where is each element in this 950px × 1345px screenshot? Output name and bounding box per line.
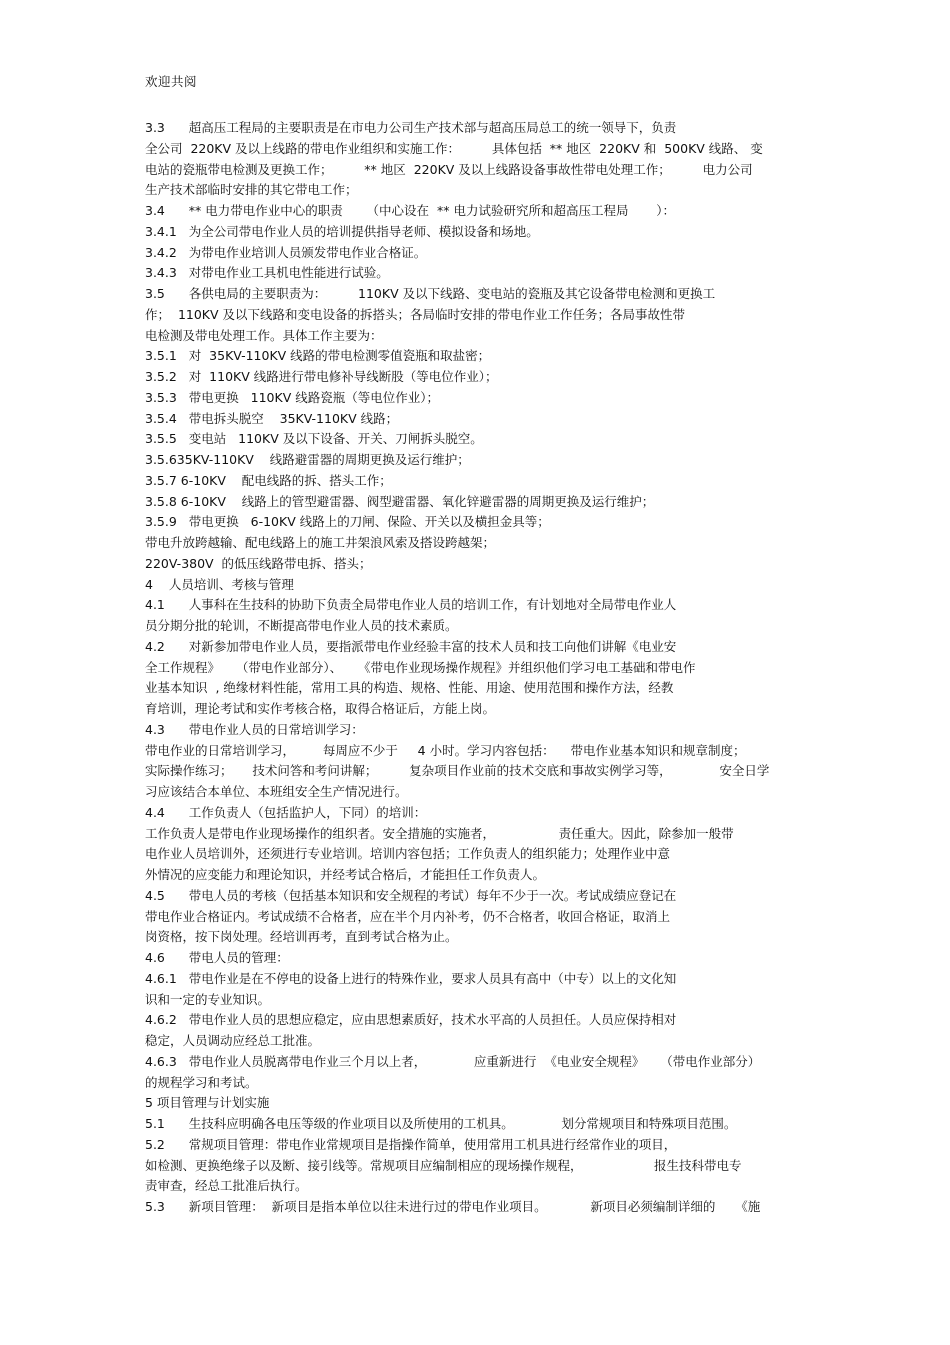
text-line: 4.5 带电人员的考核（包括基本知识和安全规程的考试）每年不少于一次。考试成绩应登记在 <box>145 887 677 903</box>
text-line: 生产技术部临时安排的其它带电工作； <box>145 182 358 198</box>
text-line: 4.4 工作负责人（包括监护人，下同）的培训： <box>145 804 427 820</box>
text-line: 实际操作练习； 技术问答和考问讲解； 复杂项目作业前的技术交底和事故实例学习等， 安全日学 <box>145 763 770 779</box>
text-line: 外情况的应变能力和理论知识，并经考试合格后，才能担任工作负责人。 <box>145 867 546 882</box>
text-line: 业基本知识 , 绝缘材料性能，常用工具的构造、规格、性能、用途、使用范围和操作方法，经教 <box>145 680 674 696</box>
text-line: 岗资格，按下岗处理。经培训再考，直到考试合格为止。 <box>145 929 458 945</box>
text-line: 3.5.1 对 35KV-110KV 线路的带电检测零值瓷瓶和取盐密； <box>145 348 491 364</box>
text-line: 3.5.7 6-10KV 配电线路的拆、搭头工作； <box>145 472 392 488</box>
text-line: 5.2 常规项目管理：带电作业常规项目是指操作简单，使用常用工机具进行经常作业的项目， <box>145 1136 677 1152</box>
text-line: 3.5 各供电局的主要职责为： 110KV 及以下线路、变电站的瓷瓶及其它设备带电检测和更换工 <box>145 286 716 301</box>
text-line: 工作负责人是带电作业现场操作的组织者。安全措施的实施者， 责任重大。因此，除参加一般带 <box>145 825 734 841</box>
text-line: 3.3 超高压工程局的主要职责是在市电力公司生产技术部与超高压局总工的统一领导下，负责 <box>145 120 677 135</box>
text-line: 5.3 新项目管理： 新项目是指本单位以往未进行过的带电作业项目。 新项目必须编制详细的 《施 <box>145 1199 761 1214</box>
text-line: 4.1 人事科在生技科的协助下负责全局带电作业人员的培训工作，有计划地对全局带电作业人 <box>145 597 677 613</box>
text-line: 4.6 带电人员的管理： <box>145 950 289 965</box>
text-line: 3.4 ** 电力带电作业中心的职责 （中心设在 ** 电力试验研究所和超高压工程局 ）： <box>145 203 676 218</box>
text-line: 4.2 对新参加带电作业人员，要指派带电作业经验丰富的技术人员和技工向他们讲解《电业安 <box>145 638 677 654</box>
text-line: 3.5.3 带电更换 110KV 线路瓷瓶（等电位作业）； <box>145 389 439 405</box>
text-line: 3.5.635KV-110KV 线路避雷器的周期更换及运行维护； <box>145 452 470 467</box>
text-line: 5.1 生技科应明确各电压等级的作业项目以及所使用的工机具。 划分常规项目和特殊项目范围。 <box>145 1116 737 1131</box>
text-line: 习应该结合本单位、本班组安全生产情况进行。 <box>145 784 408 799</box>
text-line: 220V-380V 的低压线路带电拆、搭头； <box>145 555 372 571</box>
text-line: 如检测、更换绝缘子以及断、接引线等。常规项目应编制相应的现场操作规程， 报生技科带电专 <box>145 1157 742 1173</box>
text-line: 3.4.3 对带电作业工具机电性能进行试验。 <box>145 265 389 281</box>
text-line: 4.3 带电作业人员的日常培训学习： <box>145 721 364 737</box>
text-line: 3.5.2 对 110KV 线路进行带电修补导线断股（等电位作业）； <box>145 369 498 384</box>
text-line: 作； 110KV 及以下线路和变电设备的拆搭头；各局临时安排的带电作业工作任务；各局事故性带 <box>145 306 686 322</box>
text-line: 3.5.5 变电站 110KV 及以下设备、开关、刀闸拆头脱空。 <box>145 431 483 447</box>
document-body <box>145 118 810 1218</box>
text-line: 责审查，经总工批准后执行。 <box>145 1178 308 1194</box>
text-line: 3.5.4 带电拆头脱空 35KV-110KV 线路； <box>145 410 399 426</box>
page-header: 欢迎共阅 <box>145 74 198 89</box>
text-line: 3.4.2 为带电作业培训人员颁发带电作业合格证。 <box>145 244 427 260</box>
text-line: 带电升放跨越输、配电线路上的施工井架浪风索及搭设跨越架； <box>145 535 496 550</box>
text-line: 带电作业合格证内。考试成绩不合格者，应在半个月内补考，仍不合格者，收回合格证，取消上 <box>145 908 671 924</box>
text-line: 5 项目管理与计划实施 <box>145 1095 270 1111</box>
text-line: 育培训，理论考试和实作考核合格，取得合格证后，方能上岗。 <box>145 701 496 716</box>
text-line: 电作业人员培训外，还须进行专业培训。培训内容包括；工作负责人的组织能力；处理作业中意 <box>145 846 671 862</box>
text-line: 的规程学习和考试。 <box>145 1074 258 1090</box>
text-line: 3.5.8 6-10KV 线路上的管型避雷器、阀型避雷器、氧化锌避雷器的周期更换及运行维护； <box>145 493 655 509</box>
text-line: 电站的瓷瓶带电检测及更换工作； ** 地区 220KV 及以上线路设备事故性带电处理工作； 电力公司 <box>145 161 753 177</box>
text-line: 4.6.1 带电作业是在不停电的设备上进行的特殊作业，要求人员具有高中（中专）以上的文化知 <box>145 970 677 986</box>
text-line: 稳定，人员调动应经总工批准。 <box>145 1033 321 1048</box>
text-line: 3.4.1 为全公司带电作业人员的培训提供指导老师、模拟设备和场地。 <box>145 223 539 239</box>
text-line: 全工作规程》 （带电作业部分）、 《带电作业现场操作规程》并组织他们学习电工基础和带电作 <box>145 659 696 675</box>
text-line: 识和一定的专业知识。 <box>145 991 271 1007</box>
text-line: 4.6.3 带电作业人员脱离带电作业三个月以上者， 应重新进行 《电业安全规程》 （带电作业部分） <box>145 1053 761 1069</box>
text-line: 4 人员培训、考核与管理 <box>145 576 294 592</box>
text-line: 3.5.9 带电更换 6-10KV 线路上的刀闸、保险、开关以及横担金具等； <box>145 514 550 530</box>
text-line: 员分期分批的轮训，不断提高带电作业人员的技术素质。 <box>145 618 458 633</box>
text-line: 4.6.2 带电作业人员的思想应稳定，应由思想素质好，技术水平高的人员担任。人员应保持相对 <box>145 1012 677 1028</box>
text-line: 全公司 220KV 及以上线路的带电作业组织和实施工作： 具体包括 ** 地区 220KV 和 500KV 线路、 变 <box>145 140 763 156</box>
text-line: 电检测及带电处理工作。具体工作主要为： <box>145 327 383 343</box>
text-line: 带电作业的日常培训学习， 每周应不少于 4 小时。学习内容包括： 带电作业基本知识和规章制度； <box>145 742 746 758</box>
